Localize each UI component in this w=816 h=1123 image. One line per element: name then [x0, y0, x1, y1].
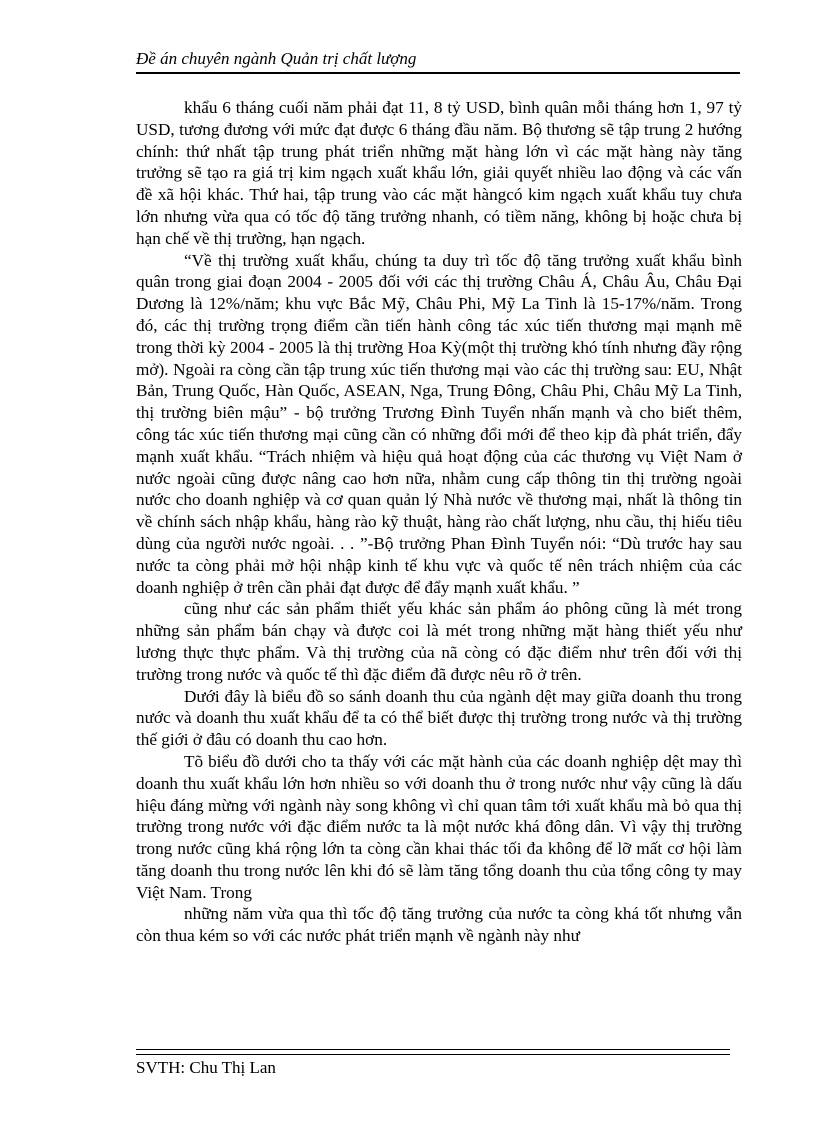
paragraph: cũng như các sản phẩm thiết yếu khác sản phẩm áo phông cũng là mét trong những sản phẩm bán chạy và được coi là mét trong những mặt hàng thiết yếu như lương thực thực phẩm. Và thị trường của nã còng có đặc điểm như trên đối với thị trường trong nước và quốc tế thì đặc điểm đã được nêu rõ ở trên. — [136, 599, 742, 684]
paragraph: khẩu 6 tháng cuối năm phải đạt 11, 8 tỷ USD, bình quân mỗi tháng hơn 1, 97 tỷ USD, tương đương với mức đạt được 6 tháng đầu năm. Bộ thương sẽ tập trung 2 hướng chính: thứ nhất tập trung phát triển những mặt hàng lớn vì các mặt hàng này tăng trưởng sẽ tạo ra giá trị kim ngạch xuất khẩu lớn, giải quyết nhiều lao động và các vấn đề xã hội khác. Thứ hai, tập trung vào các mặt hàngcó kim ngạch xuất khẩu tuy chưa lớn nhưng vừa qua có tốc độ tăng trưởng nhanh, có tiềm năng, không bị hoặc chưa bị hạn chế về thị trường, hạn ngạch. — [136, 98, 742, 248]
paragraph: “Về thị trường xuất khẩu, chúng ta duy trì tốc độ tăng trưởng xuất khẩu bình quân trong giai đoạn 2004 - 2005 đối với các thị trường Châu Á, Châu Âu, Châu Đại Dương là 12%/năm; khu vực Bắc Mỹ, Châu Phi, Mỹ La Tinh là 15-17%/năm. Trong đó, các thị trường trọng điểm cần tiến hành công tác xúc tiến thương mại mạnh mẽ trong thời kỳ 2004 - 2005 là thị trường Hoa Kỳ(một thị trường khó tính nhưng đầy rộng mở). Ngoài ra còng cần tập trung xúc tiến thương mại vào các thị trường sau: EU, Nhật Bản, Trung Quốc, Hàn Quốc, ASEAN, Nga, Trung Đông, Châu Phi, Châu Mỹ La Tinh, thị trường biên mậu” - bộ trưởng Trương Đình Tuyển nhấn mạnh và cho biết thêm, công tác xúc tiến thương mại cũng cần có những đổi mới để theo kịp đà phát triển, đẩy mạnh xuất khẩu. “Trách nhiệm và hiệu quả hoạt động của các thương vụ Việt Nam ở nước ngoài cũng được nâng cao hơn nữa, nhằm cung cấp thông tin thị trường ngoài nước cho doanh nghiệp và cơ quan quản lý Nhà nước về thương mại, nhất là thông tin về chính sách nhập khẩu, hàng rào kỹ thuật, hàng rào chất lượng, nhu cầu, thị hiếu tiêu dùng của người nước ngoài. . . ”-Bộ trưởng Phan Đình Tuyển nói: “Dù trước hay sau nước ta còng phải mở hội nhập kinh tế khu vực và quốc tế nên trách nhiệm của các doanh nghiệp ở trên cần phải đạt được để đẩy mạnh xuất khẩu. ” — [136, 250, 742, 597]
body-text — [136, 97, 742, 947]
footer-divider-bottom — [136, 1054, 730, 1055]
footer-divider-top — [136, 1049, 730, 1050]
page-header-title: Đề án chuyên ngành Quản trị chất lượng — [136, 49, 417, 68]
header-divider — [136, 72, 740, 74]
paragraph: Tõ biểu đồ dưới cho ta thấy với các mặt hành của các doanh nghiệp dệt may thì doanh thu xuất khẩu lớn hơn nhiều so với doanh thu ở trong nước như vậy cũng là dấu hiệu đáng mừng với ngành này song không vì chỉ quan tâm tới xuất khẩu mà bỏ qua thị trường trong nước với đặc điểm nước ta là một nước khá đông dân. Vì vậy thị trường trong nước cũng khá rộng lớn ta còng cần khai thác tối đa không để lỡ mất cơ hội làm tăng doanh thu trong nước lên khi đó sẽ làm tăng tổng doanh thu của tổng công ty may Việt Nam. Trong — [136, 751, 742, 902]
paragraph: Dưới đây là biểu đồ so sánh doanh thu của ngành dệt may giữa doanh thu trong nước và doanh thu xuất khẩu để ta có thể biết được thị trường trong nước và thị trường thế giới ở đâu có doanh thu cao hơn. — [136, 686, 742, 750]
paragraph: những năm vừa qua thì tốc độ tăng trưởng của nước ta còng khá tốt nhưng vẫn còn thua kém so với các nước phát triển mạnh về ngành này như — [136, 904, 742, 946]
page-footer-author: SVTH: Chu Thị Lan — [136, 1058, 276, 1077]
